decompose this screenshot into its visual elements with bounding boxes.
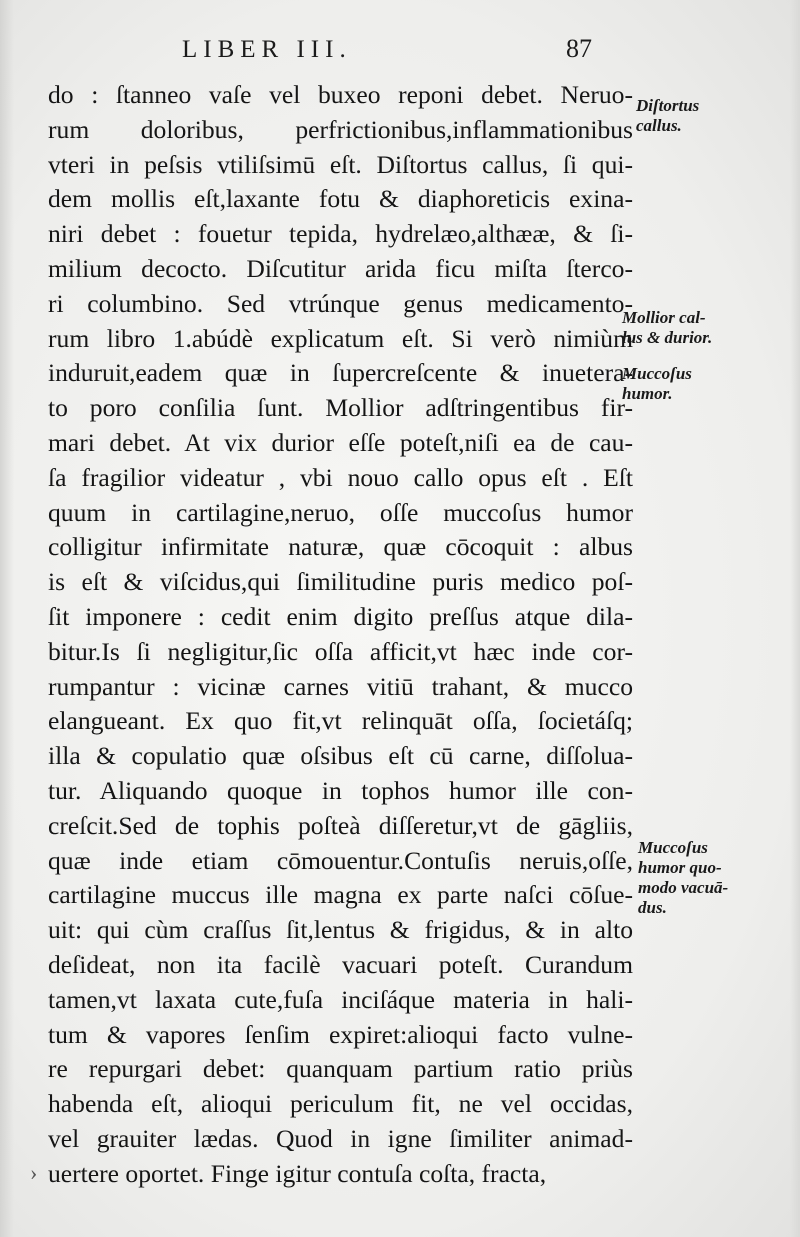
main-text-block — [48, 78, 633, 1192]
text-line: induruit,eadem quæ in ſupercreſcente & inuetera- — [48, 358, 633, 388]
text-line: illa & copulatio quæ oſsibus eſt cū carne, diſſolua- — [48, 741, 633, 771]
text-line: to poro conſilia ſunt. Mollior adſtringentibus fir- — [48, 393, 633, 423]
text-line: vel grauiter lædas. Quod in igne ſimiliter animad- — [48, 1123, 633, 1153]
margin-note-line: humor quo- — [638, 858, 722, 877]
page-gutter-shadow — [0, 0, 14, 1237]
text-line: vteri in peſsis vtiliſsimū eſt. Diſtortus callus, ſi qui- — [48, 149, 633, 179]
page-edge-shadow — [790, 0, 800, 1237]
text-line: dem mollis eſt,laxante fotu & diaphoreticis exina- — [48, 184, 633, 214]
text-line: elangueant. Ex quo fit,vt relinquāt oſſa, ſocietáſq; — [48, 706, 633, 736]
margin-note-muccosus-humor — [622, 364, 692, 404]
text-line: rum doloribus, perfrictionibus,inflammationibus — [48, 114, 633, 144]
text-line: is eſt & viſcidus,qui ſimilitudine puris medico poſ- — [48, 567, 633, 597]
text-line: uertere oportet. Finge igitur contuſa coſta, fracta, — [48, 1158, 547, 1188]
text-line: quum in cartilagine,neruo, oſſe muccoſus humor — [48, 497, 633, 527]
page-number: 87 — [566, 34, 592, 63]
margin-note-line: lus & durior. — [622, 328, 713, 347]
text-line: cartilagine muccus ille magna ex parte naſci cōſue- — [48, 880, 633, 910]
text-line: tur. Aliquando quoque in tophos humor ille con- — [48, 775, 633, 805]
text-line: bitur.Is ſi negligitur,ſic oſſa afficit,vt hæc inde cor- — [48, 636, 633, 666]
page-header — [0, 32, 800, 72]
text-line: colligitur infirmitate naturæ, quæ cōcoquit : albus — [48, 532, 633, 562]
text-line: ri columbino. Sed vtrúnque genus medicamento- — [48, 288, 633, 318]
text-line: do : ſtanneo vaſe vel buxeo reponi debet. Neruo- — [48, 80, 633, 109]
text-line: rumpantur : vicinæ carnes vitiū trahant, & mucco — [48, 671, 633, 701]
text-line: habenda eſt, alioqui periculum fit, ne vel occidas, — [48, 1089, 633, 1119]
text-line: niri debet : fouetur tepida, hydrelæo,althææ, & ſi- — [48, 219, 633, 249]
text-line: ſit imponere : cedit enim digito preſſus atque dila- — [48, 601, 633, 631]
margin-note-distortus-callus — [636, 96, 699, 136]
page-edge-mark: › — [30, 1160, 38, 1185]
text-line: tum & vapores ſenſim expiret:alioqui facto vulne- — [48, 1019, 633, 1049]
margin-note-line: Muccoſus — [638, 838, 708, 857]
text-line: uit: qui cùm craſſus ſit,lentus & frigidus, & in alto — [48, 915, 633, 945]
text-line: rum libro 1.abúdè explicatum eſt. Si verò nimiùm — [48, 323, 633, 353]
text-line: re repurgari debet: quanquam partium ratio priùs — [48, 1054, 633, 1084]
text-line: deſideat, non ita facilè vacuari poteſt. Curandum — [48, 949, 633, 979]
running-head: LIBER III. — [182, 36, 352, 63]
text-line: mari debet. At vix durior eſſe poteſt,niſi ea de cau- — [48, 427, 633, 457]
margin-note-mollior-callus — [622, 308, 712, 348]
text-line: tamen,vt laxata cute,fuſa inciſáque materia in hali- — [48, 984, 633, 1014]
margin-note-line: Muccoſus — [622, 364, 692, 383]
text-line: milium decocto. Diſcutitur arida ficu miſta ſterco- — [48, 253, 633, 283]
margin-note-line: humor. — [622, 384, 673, 403]
margin-note-line: Mollior cal- — [622, 308, 706, 327]
margin-note-line: modo vacuā- — [638, 878, 729, 897]
text-line: quæ inde etiam cōmouentur.Contuſis neruis,oſſe, — [48, 845, 633, 875]
margin-note-line: Diſtortus — [636, 96, 700, 115]
margin-note-line: callus. — [636, 116, 682, 135]
margin-note-muccosus-vacuandus — [638, 838, 728, 918]
text-line: ſa fragilior videatur , vbi nouo callo opus eſt . Eſt — [48, 462, 633, 492]
text-line: creſcit.Sed de tophis poſteà diſſeretur,vt de gāgliis, — [48, 810, 633, 840]
margin-note-line: dus. — [638, 898, 667, 917]
